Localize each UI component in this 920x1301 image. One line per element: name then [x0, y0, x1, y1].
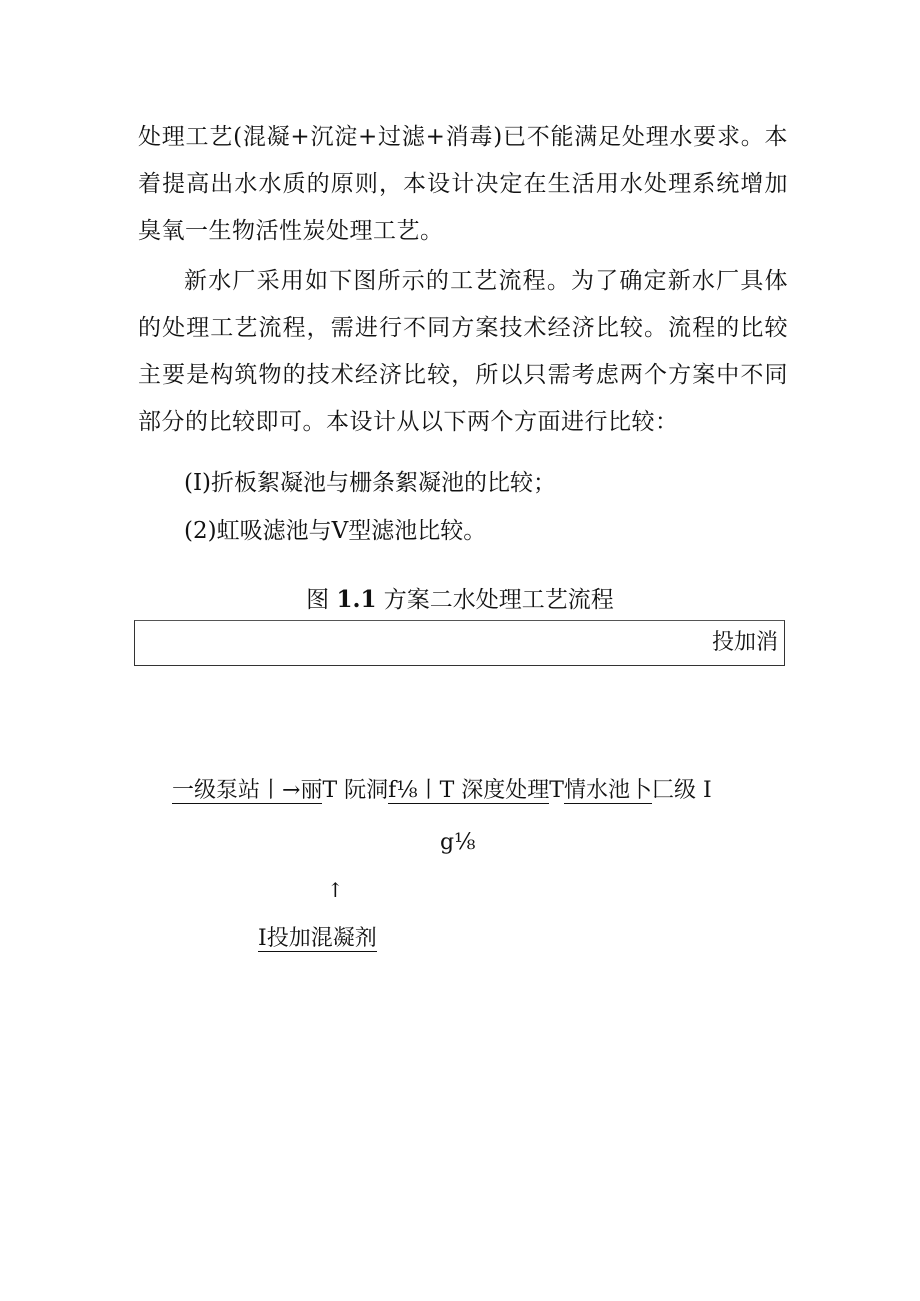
flow-step-6: T [549, 778, 564, 803]
up-arrow-icon: ↑ [327, 878, 344, 902]
flow-second-stage: 匚级 I [651, 778, 712, 803]
flow-deep-treatment: 丨T 深度处理 [417, 778, 550, 803]
flow-step-3: T 阮洞 [322, 778, 389, 803]
flow-step-4: f⅛ [388, 778, 418, 803]
paragraph-process-comparison: 新水厂采用如下图所示的工艺流程。为了确定新水厂具体的处理工艺流程，需进行不同方案技术经济比较。流程的比较主要是构筑物的技术经济比较，所以只需考虑两个方案中不同部分的比较即可。本设计从以下两个方面进行比较： [138, 268, 788, 435]
coagulant-dosing [258, 922, 377, 956]
caption-prefix: 图 [306, 587, 337, 613]
flow-arrow: 丨→ [260, 778, 301, 803]
process-flow-row [172, 774, 712, 808]
flow-clear-water-tank: 情水池卜 [563, 778, 652, 803]
figure-caption [0, 580, 920, 620]
figure-frame [134, 620, 785, 666]
list-item-filter: (2)虹吸滤池与V型滤池比较。 [184, 518, 487, 544]
caption-text: 方案二水处理工艺流程 [376, 587, 614, 613]
coagulant-label [258, 926, 377, 952]
list-item-flocculation: (I)折板絮凝池与栅条絮凝池的比较； [184, 470, 557, 496]
paragraph-process-intro: 处理工艺(混凝+沉淀+过滤+消毒)已不能满足处理水要求。本着提高出水水质的原则，本设计决定在生活用水处理系统增加臭氧一生物活性炭处理工艺。 [138, 124, 788, 244]
coagulant-prefix: I [258, 926, 267, 951]
flow-pump-station: 一级泵站 [172, 778, 261, 803]
coagulant-text: 投加混凝剂 [266, 926, 377, 951]
flow-step-2: 丽 [300, 778, 323, 803]
frame-label: 投加消 [711, 630, 778, 655]
flow-sub-label: g⅛ [440, 830, 476, 855]
caption-number: 1.1 [336, 586, 377, 613]
